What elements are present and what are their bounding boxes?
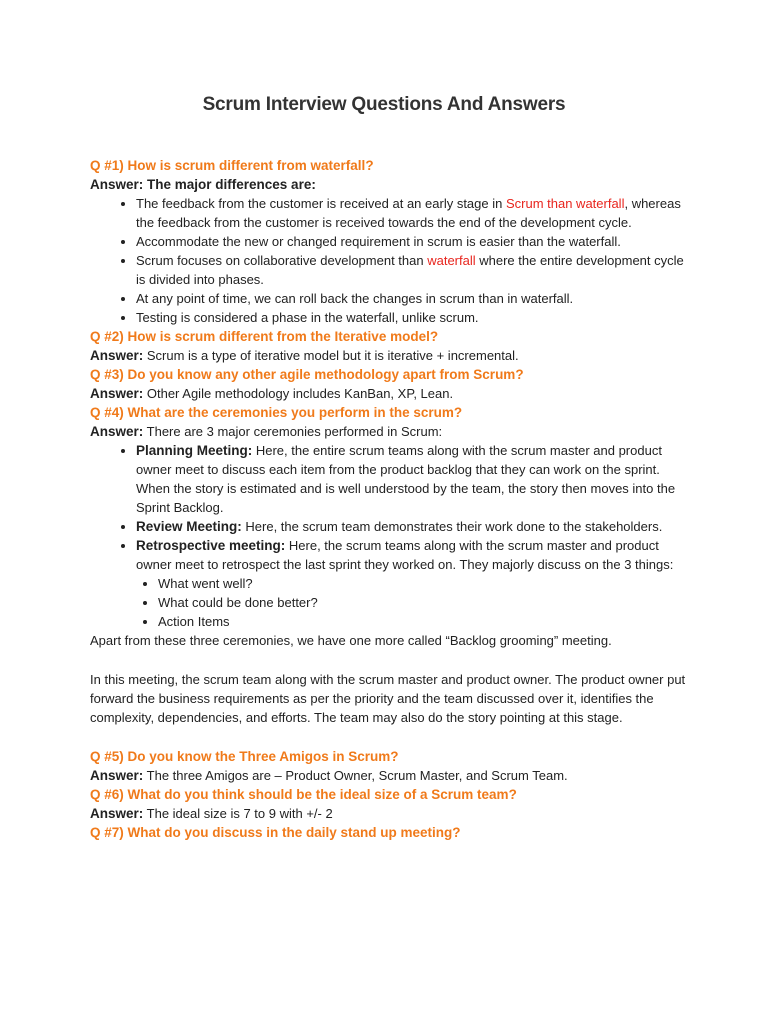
answer-5 (90, 766, 690, 785)
question-7: Q #7) What do you discuss in the daily stand up meeting? (90, 825, 461, 840)
list-item (136, 251, 690, 289)
list-item-text: where the entire development cycle is divided into phases. (136, 253, 684, 287)
answer-3 (90, 384, 690, 403)
question-4: Q #4) What are the ceremonies you perform in the scrum? (90, 405, 463, 420)
sub-list-item: • Action Items (158, 612, 690, 631)
spacer (90, 727, 690, 747)
answer-label: Answer: (90, 424, 144, 439)
answer-label: Answer: (90, 386, 144, 401)
ceremony-term: Retrospective meeting: (136, 538, 286, 553)
ceremony-text: Here, the entire scrum teams along with the scrum master and product owner meet to discuss each item from the product backlog that they can work on the sprint. When the story is estimated and is well understood by the team, the story then moves into the Sprint Backlog. (136, 443, 676, 515)
backlog-grooming-note: Apart from these three ceremonies, we have one more called “Backlog grooming” meeting. (90, 633, 612, 648)
question-6: Q #6) What do you think should be the ideal size of a Scrum team? (90, 787, 517, 802)
sub-list-item: • What went well? (158, 574, 690, 593)
question-3: Q #3) Do you know any other agile methodology apart from Scrum? (90, 367, 524, 382)
answer-4 (90, 422, 690, 441)
list-item (136, 194, 690, 232)
answer-1-list (90, 194, 690, 327)
ceremony-text: Here, the scrum team demonstrates their work done to the stakeholders. (241, 519, 663, 534)
list-item-text: Scrum focuses on collaborative development than (136, 253, 428, 268)
highlight-text: waterfall (427, 253, 476, 268)
page-title: Scrum Interview Questions And Answers (202, 94, 566, 115)
question-2: Q #2) How is scrum different from the Iterative model? (90, 329, 439, 344)
answer-text: The ideal size is 7 to 9 with +/- 2 (143, 806, 333, 821)
answer-text: There are 3 major ceremonies performed in Scrum: (143, 424, 443, 439)
spacer (90, 650, 690, 670)
sub-list-item: • What could be done better? (158, 593, 690, 612)
ceremony-term: Planning Meeting: (136, 443, 253, 458)
answer-2 (90, 346, 690, 365)
answer-6 (90, 804, 690, 823)
answer-1-intro: Answer: The major differences are: (90, 177, 316, 192)
document-body (90, 156, 690, 842)
ceremony-text: Here, the scrum teams along with the scrum master and product owner meet to retrospect the last sprint they worked on. They majorly discuss on the 3 things: (136, 538, 674, 572)
question-1: Q #1) How is scrum different from waterfall? (90, 158, 374, 173)
list-item-text: The feedback from the customer is received at an early stage in (136, 196, 506, 211)
answer-label: Answer: (90, 806, 144, 821)
answer-text: Other Agile methodology includes KanBan, XP, Lean. (143, 386, 454, 401)
list-item (136, 517, 690, 536)
list-item (136, 536, 690, 631)
question-5: Q #5) Do you know the Three Amigos in Scrum? (90, 749, 399, 764)
meeting-paragraph: In this meeting, the scrum team along with the scrum master and product owner. The product owner put forward the business requirements as per the priority and the team discussed over it, identifies the complexity, dependencies, and efforts. The team may also do the story pointing at this stage. (90, 672, 686, 725)
answer-text: Scrum is a type of iterative model but it is iterative + incremental. (143, 348, 519, 363)
list-item: • Accommodate the new or changed requirement in scrum is easier than the waterfall. (136, 232, 690, 251)
ceremony-term: Review Meeting: (136, 519, 242, 534)
answer-label: Answer: (90, 768, 144, 783)
list-item: • Testing is considered a phase in the waterfall, unlike scrum. (136, 308, 690, 327)
retrospective-sublist (136, 574, 690, 631)
list-item-text: , whereas the feedback from the customer is received towards the end of the development cycle. (136, 196, 681, 230)
ceremonies-list (90, 441, 690, 631)
list-item: • At any point of time, we can roll back the changes in scrum than in waterfall. (136, 289, 690, 308)
list-item (136, 441, 690, 517)
answer-label: Answer: (90, 348, 144, 363)
answer-text: The three Amigos are – Product Owner, Scrum Master, and Scrum Team. (143, 768, 568, 783)
highlight-text: Scrum than waterfall (505, 196, 625, 211)
